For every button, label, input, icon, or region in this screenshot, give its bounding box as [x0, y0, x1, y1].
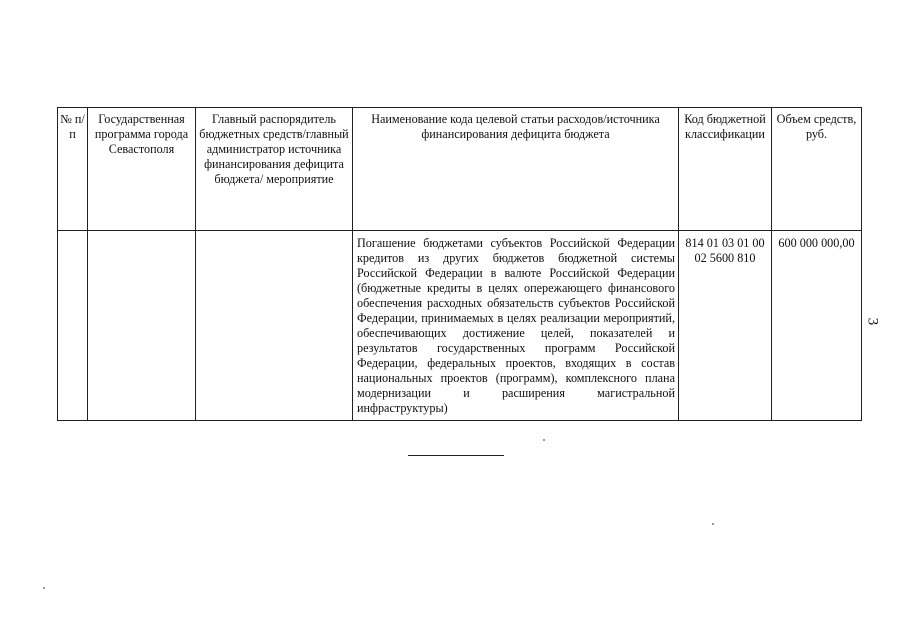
end-of-document-rule: [408, 455, 504, 456]
header-num: № п/п: [58, 108, 88, 231]
scan-speck: [712, 523, 714, 525]
cell-program: [88, 231, 196, 421]
budget-table: [57, 107, 862, 421]
header-manager: Главный распорядитель бюджетных средств/главный администратор источника финансирования дефицита бюджета/ мероприятие: [196, 108, 353, 231]
header-program: Государственная программа города Севастополя: [88, 108, 196, 231]
cell-amount: 600 000 000,00: [772, 231, 862, 421]
cell-purpose: Погашение бюджетами субъектов Российской Федерации кредитов из других бюджетов бюджетной системы Российской Федерации в валюте Российской Федерации (бюджетные кредиты в целях опережающего финансового обеспечения расходных обязательств субъектов Российской Федерации, принимаемых в целях реализации мероприятий, обеспечивающих достижение целей, показателей и результатов государственных программ Российской Федерации, федеральных проектов, входящих в состав национальных проектов (программ), комплексного плана модернизации и расширения магистральной инфраструктуры): [353, 231, 679, 421]
scan-speck: [543, 439, 545, 441]
table-header: [58, 108, 862, 231]
table-body: [58, 231, 862, 421]
cell-code: 814 01 03 01 00 02 5600 810: [679, 231, 772, 421]
page-number: 3: [864, 317, 881, 326]
cell-num: [58, 231, 88, 421]
header-amount: Объем средств, руб.: [772, 108, 862, 231]
cell-manager: [196, 231, 353, 421]
header-code: Код бюджетной классификации: [679, 108, 772, 231]
header-row: [58, 108, 862, 231]
header-purpose: Наименование кода целевой статьи расходов/источника финансирования дефицита бюджета: [353, 108, 679, 231]
table-row: [58, 231, 862, 421]
scan-speck: [43, 587, 45, 589]
